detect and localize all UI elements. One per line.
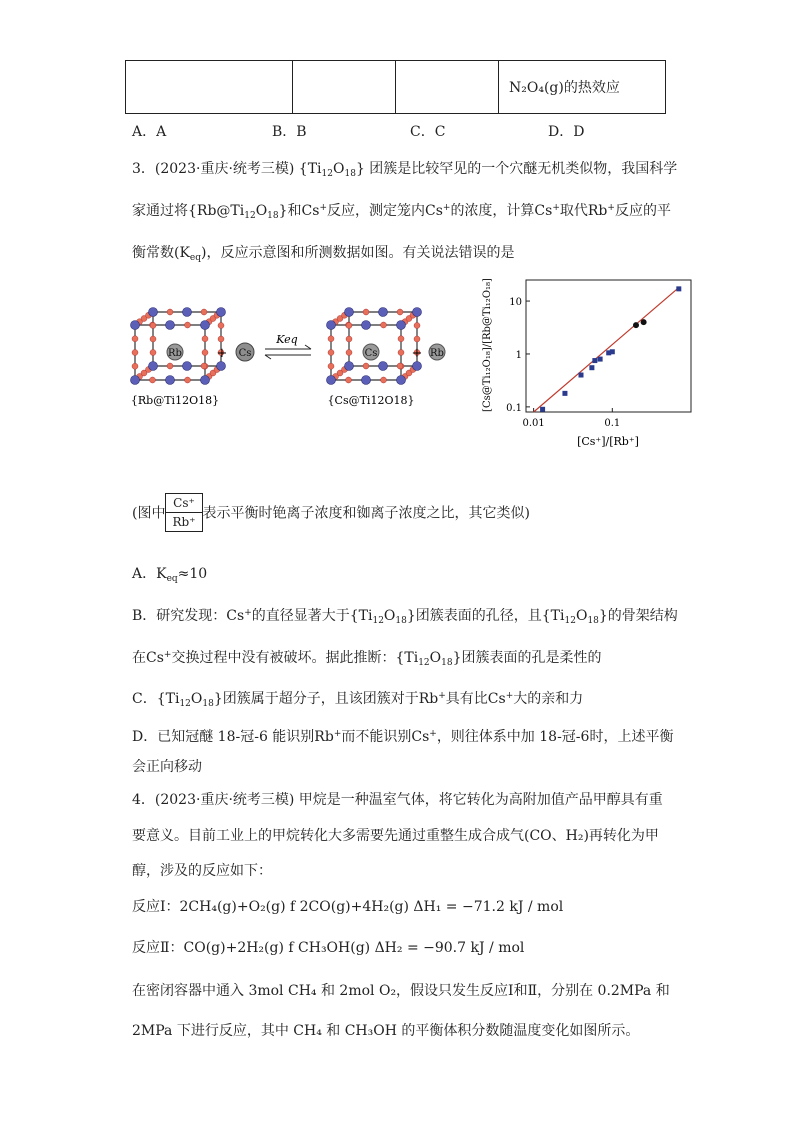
titanium-atom (379, 362, 388, 371)
oxygen-atom (132, 350, 138, 356)
oxygen-atom (328, 350, 334, 356)
table-cell (293, 61, 396, 114)
titanium-atom (149, 308, 158, 317)
oxygen-atom (218, 336, 224, 342)
titanium-atom (397, 376, 406, 385)
oxygen-atom (346, 323, 352, 329)
q4-line-5: 2MPa 下进行反应，其中 CH₄ 和 CH₃OH 的平衡体积分数随温度变化如图所示。 (132, 1023, 640, 1039)
x-tick-label: 0.1 (604, 418, 621, 429)
q3-line-2: 家通过将$\{Rb@Ti_{12}O_{18}\}$和Cs+反应，测定笼内Cs+的浓度，计算Cs+取代Rb+反应的平 (132, 203, 671, 221)
oxygen-atom (414, 336, 420, 342)
oxygen-atom (150, 377, 156, 383)
y-tick-label: 0.1 (506, 402, 522, 414)
figure-note: (图中 $\frac{Cs^+}{Rb^+}$ 表示平衡时铯离子浓度和铷离子浓度之比，其它类似) (132, 493, 530, 532)
q4-line-2: 要意义。目前工业上的甲烷转化大多需要先通过重整生成合成气(CO、H₂)再转化为甲 (132, 828, 659, 844)
oxygen-atom (397, 363, 403, 369)
rb-ion-label: Rb (430, 348, 444, 359)
y-tick-label: 1 (515, 349, 522, 361)
oxygen-atom (346, 336, 352, 342)
titanium-atom (327, 321, 336, 330)
table-cell (396, 61, 499, 114)
titanium-atom (413, 308, 422, 317)
plus-sign: + (411, 346, 423, 361)
data-point-square (589, 365, 594, 370)
oxygen-atom (346, 377, 352, 383)
data-point-square (540, 407, 545, 412)
table-row (126, 61, 666, 114)
oxygen-atom (381, 377, 387, 383)
q2-option-d: D．D (548, 124, 585, 140)
equilibrium-arrow-icon (265, 345, 311, 359)
titanium-atom (217, 362, 226, 371)
data-point-square (598, 357, 603, 362)
q2-option-a: A．A (132, 124, 167, 140)
oxygen-atom (150, 336, 156, 342)
titanium-atom (345, 308, 354, 317)
oxygen-atom (132, 336, 138, 342)
titanium-atom (345, 362, 354, 371)
titanium-atom (131, 321, 140, 330)
titanium-atom (183, 362, 192, 371)
oxygen-atom (398, 350, 404, 356)
oxygen-atom (363, 309, 369, 315)
titanium-atom (183, 308, 192, 317)
titanium-atom (131, 376, 140, 385)
oxygen-atom (185, 322, 191, 328)
oxygen-atom (398, 336, 404, 342)
q4-line-3: 醇，涉及的反应如下： (132, 863, 272, 879)
oxygen-atom (201, 309, 207, 315)
oxygen-atom (150, 350, 156, 356)
reaction-1: 反应Ⅰ：2CH₄(g)+O₂(g) f 2CO(g)+4H₂(g) ΔH₁ = −71.2 kJ / mol (132, 899, 564, 915)
q3-option-b-line-2: 在Cs+交换过程中没有被破坏。据此推断：$\{Ti_{12}O_{18}\}$团簇表面的孔是柔性的 (132, 650, 602, 668)
cs-ion-label: Cs (238, 348, 252, 359)
oxygen-atom (202, 336, 208, 342)
fit-line (534, 288, 679, 412)
x-tick-label: 0.01 (522, 418, 545, 429)
data-point-square (676, 286, 681, 291)
table-cell (499, 61, 666, 114)
q4-line-4: 在密闭容器中通入 3mol CH₄ 和 2mol O₂，假设只发生反应Ⅰ和Ⅱ，分别在 0.2MPa 和 (132, 983, 670, 999)
q3-option-a: A．$K_{eq}\approx 10$ (132, 566, 208, 584)
data-point-circle (641, 319, 647, 325)
data-point-circle (633, 322, 639, 328)
x-axis-label: [Cs⁺]/[Rb⁺] (577, 435, 639, 448)
q3-line-1: 3．(2023·重庆·统考三模) $\{Ti_{12}O_{18}\}$ 团簇是比较罕见的一个穴醚无机类似物，我国科学 (132, 161, 678, 179)
titanium-atom (413, 362, 422, 371)
data-point-square (579, 373, 584, 378)
chart-ticks (506, 297, 620, 429)
oxygen-atom (328, 363, 334, 369)
reaction-diagram (125, 300, 455, 415)
q3-option-d-line-2: 会正向移动 (132, 759, 202, 775)
chart-points (540, 286, 681, 411)
q3-option-d-line-1: D．已知冠醚 18-冠-6 能识别Rb+而不能识别Cs+，则往体系中加 18-冠-6时，上述平衡 (132, 729, 674, 745)
y-axis-label: [Cs@Ti₁₂O₁₈]/[Rb@Ti₁₂O₁₈] (482, 278, 493, 412)
ratio-fraction: $\frac{Cs^+}{Rb^+}$ (165, 493, 202, 532)
data-point-square (592, 358, 597, 363)
titanium-atom (166, 321, 175, 330)
titanium-atom (201, 321, 210, 330)
oxygen-atom (218, 323, 224, 329)
keq-chart (476, 275, 701, 455)
table-cell (126, 61, 293, 114)
rb-atom-label: Rb (168, 348, 182, 359)
q3-option-c: C．$\{Ti_{12}O_{18}\}$团簇属于超分子，且该团簇对于Rb+具有比Cs+大的亲和力 (132, 691, 584, 709)
titanium-atom (362, 376, 371, 385)
oxygen-atom (363, 363, 369, 369)
oxygen-atom (202, 350, 208, 356)
left-species-label: {Rb@Ti12O18} (130, 394, 220, 407)
titanium-atom (397, 321, 406, 330)
titanium-atom (149, 362, 158, 371)
oxygen-atom (397, 309, 403, 315)
cs-atom-label: Cs (364, 348, 378, 359)
q3-option-b-line-1: B．研究发现：Cs+的直径显著大于$\{Ti_{12}O_{18}\}$团簇表面的孔径，且$\{Ti_{12}O_{18}\}$的骨架结构 (132, 608, 678, 626)
q2-option-b: B．B (272, 124, 307, 140)
keq-label: Keq (276, 333, 298, 346)
q3-line-3: 衡常数$(K_{eq})$，反应示意图和所测数据如图。有关说法错误的是 (132, 245, 515, 263)
answer-table (125, 60, 666, 114)
right-species-label: {Cs@Ti12O18} (327, 394, 415, 407)
titanium-atom (327, 376, 336, 385)
oxygen-atom (381, 322, 387, 328)
oxygen-atom (346, 350, 352, 356)
data-point-square (610, 349, 615, 354)
titanium-atom (362, 321, 371, 330)
titanium-atom (166, 376, 175, 385)
oxygen-atom (328, 336, 334, 342)
plus-sign: + (216, 346, 228, 361)
titanium-atom (217, 308, 226, 317)
oxygen-atom (132, 363, 138, 369)
chart-frame (526, 280, 691, 412)
oxygen-atom (201, 363, 207, 369)
titanium-atom (201, 376, 210, 385)
y-tick-label: 10 (509, 297, 522, 309)
reaction-2: 反应Ⅱ：CO(g)+2H₂(g) f CH₃OH(g) ΔH₂ = −90.7 kJ / mol (132, 940, 525, 956)
oxygen-atom (167, 363, 173, 369)
oxygen-atom (414, 323, 420, 329)
titanium-atom (379, 308, 388, 317)
table-cell-text: N₂O₄(g)的热效应 (509, 80, 620, 96)
q4-line-1: 4．(2023·重庆·统考三模) 甲烷是一种温室气体，将它转化为高附加值产品甲醇具有重 (132, 792, 663, 808)
data-point-square (562, 391, 567, 396)
oxygen-atom (185, 377, 191, 383)
q2-option-c: C．C (410, 124, 446, 140)
oxygen-atom (150, 323, 156, 329)
oxygen-atom (167, 309, 173, 315)
